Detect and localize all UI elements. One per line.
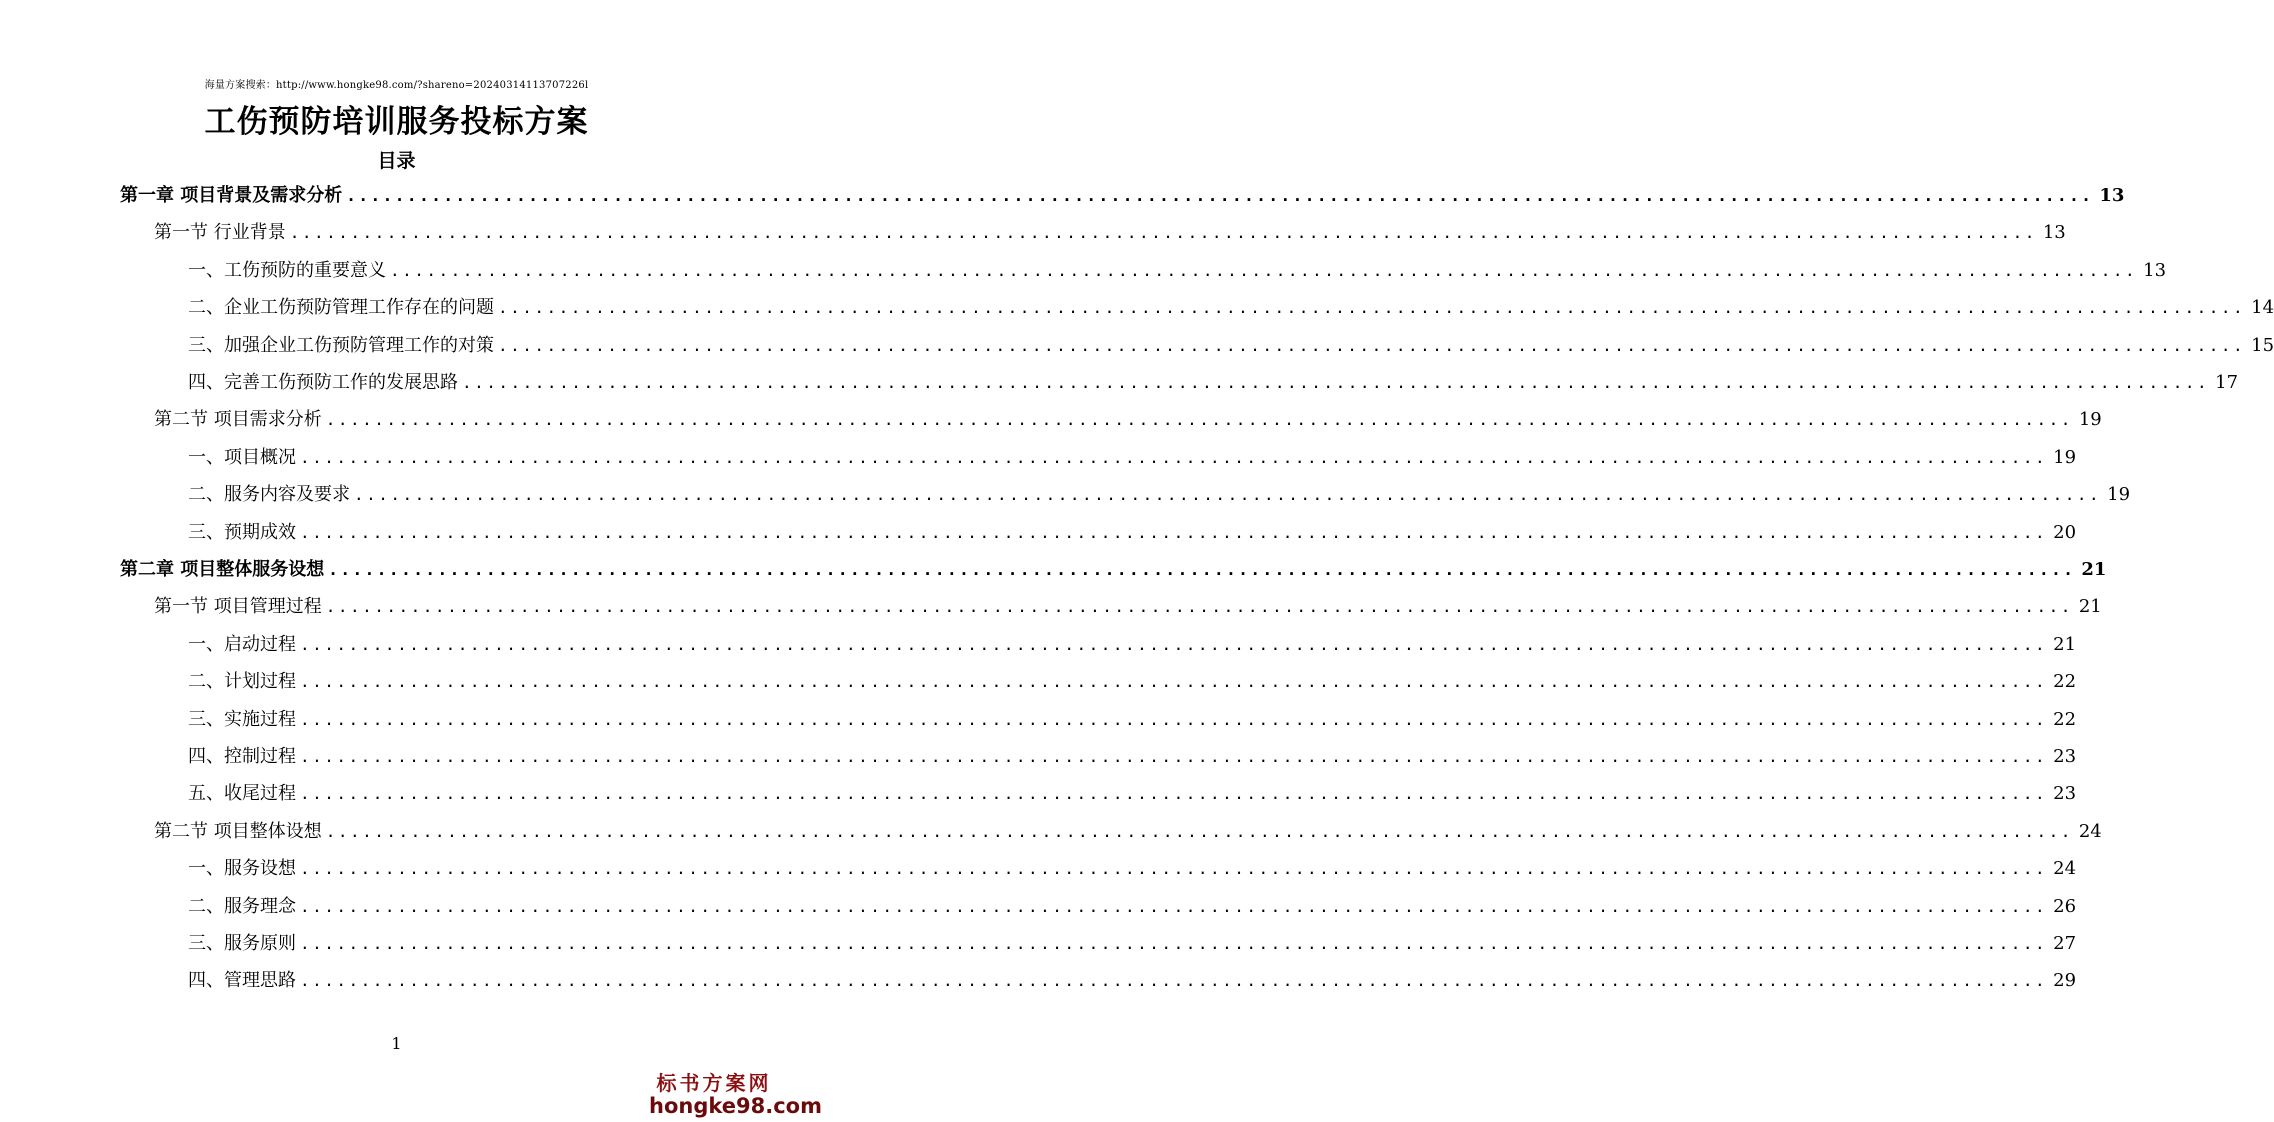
toc-dot-leader bbox=[300, 710, 2047, 729]
toc-entry-label: 三、预期成效 bbox=[188, 521, 296, 543]
toc-entry[interactable] bbox=[188, 929, 2077, 959]
toc-entry-page-number: 27 bbox=[2053, 933, 2077, 954]
toc-entry-page-number: 21 bbox=[2078, 596, 2102, 618]
toc-entry[interactable] bbox=[188, 518, 2077, 548]
toc-entry-page-number: 23 bbox=[2053, 783, 2077, 805]
toc-dot-leader bbox=[326, 597, 2073, 616]
toc-entry-label: 一、工伤预防的重要意义 bbox=[188, 259, 386, 281]
toc-entry-label: 一、服务设想 bbox=[188, 858, 296, 880]
toc-entry[interactable] bbox=[188, 705, 2077, 735]
watermark-domain-text: hongke98.com bbox=[649, 1094, 822, 1118]
toc-entry-page-number: 20 bbox=[2053, 521, 2077, 543]
toc-entry-label: 第二节 项目需求分析 bbox=[154, 409, 322, 431]
toc-entry-label: 二、计划过程 bbox=[188, 671, 296, 693]
toc-entry[interactable] bbox=[188, 966, 2077, 996]
toc-dot-leader bbox=[326, 410, 2073, 429]
toc-entry-label: 二、服务理念 bbox=[188, 895, 296, 917]
toc-entry-page-number: 14 bbox=[2251, 297, 2274, 319]
toc-dot-leader bbox=[300, 672, 2047, 691]
toc-entry-label: 四、控制过程 bbox=[188, 746, 296, 767]
toc-entry-label: 三、实施过程 bbox=[188, 708, 296, 730]
toc-dot-leader bbox=[300, 897, 2047, 916]
toc-entry[interactable] bbox=[188, 256, 2167, 286]
toc-entry[interactable] bbox=[188, 854, 2077, 884]
toc-entry-page-number: 19 bbox=[2053, 446, 2077, 468]
toc-entry[interactable] bbox=[188, 742, 2077, 772]
toc-entry-label: 四、完善工伤预防工作的发展思路 bbox=[188, 372, 458, 393]
toc-dot-leader bbox=[300, 635, 2047, 654]
toc-dot-leader bbox=[300, 448, 2047, 467]
toc-entry-page-number: 24 bbox=[2053, 858, 2077, 880]
toc-entry-page-number: 22 bbox=[2053, 708, 2077, 730]
watermark-cn-text: 标书方案网 bbox=[656, 1071, 772, 1095]
toc-entry[interactable] bbox=[188, 368, 2239, 398]
toc-entry-label: 三、服务原则 bbox=[188, 933, 296, 954]
toc-entry-label: 第一章 项目背景及需求分析 bbox=[120, 185, 343, 206]
toc-dot-leader bbox=[300, 971, 2047, 990]
toc-entry[interactable] bbox=[154, 817, 2102, 847]
toc-dot-leader bbox=[290, 223, 2037, 242]
toc-entry-label: 第一节 项目管理过程 bbox=[154, 596, 322, 618]
toc-entry[interactable] bbox=[120, 555, 2107, 585]
toc-entry-page-number: 13 bbox=[2143, 259, 2167, 281]
toc-entry-label: 二、服务内容及要求 bbox=[188, 484, 350, 506]
header-search-url: 海量方案搜索：http://www.hongke98.com/?shareno=20240314113707226l bbox=[204, 80, 589, 91]
toc-entry[interactable] bbox=[154, 592, 2102, 622]
toc-entry-label: 一、启动过程 bbox=[188, 633, 296, 655]
toc-entry-page-number: 17 bbox=[2215, 372, 2239, 393]
toc-dot-leader bbox=[300, 747, 2047, 766]
toc-entry-page-number: 22 bbox=[2053, 671, 2077, 693]
toc-entry[interactable] bbox=[154, 218, 2066, 248]
toc-dot-leader bbox=[328, 560, 2075, 579]
toc-entry[interactable] bbox=[120, 181, 2125, 211]
toc-dot-leader bbox=[300, 523, 2047, 542]
toc-entry[interactable] bbox=[188, 630, 2077, 660]
toc-entry-label: 四、管理思路 bbox=[188, 970, 296, 992]
toc-entry[interactable] bbox=[188, 480, 2131, 510]
toc-entry-page-number: 19 bbox=[2107, 484, 2131, 506]
toc-entry-label: 五、收尾过程 bbox=[188, 783, 296, 805]
toc-dot-leader bbox=[346, 186, 2093, 205]
toc-dot-leader bbox=[300, 934, 2047, 953]
toc-entry-page-number: 21 bbox=[2053, 633, 2077, 655]
toc-entry-page-number: 19 bbox=[2078, 409, 2102, 431]
toc-entry-page-number: 13 bbox=[2099, 185, 2125, 206]
toc-entry-label: 第一节 行业背景 bbox=[154, 222, 286, 244]
toc-entry-label: 三、加强企业工伤预防管理工作的对策 bbox=[188, 334, 494, 356]
toc-entry-label: 一、项目概况 bbox=[188, 446, 296, 468]
toc-dot-leader bbox=[354, 485, 2101, 504]
toc-entry[interactable] bbox=[188, 779, 2077, 809]
site-watermark-logo bbox=[649, 1067, 822, 1118]
toc-entry-page-number: 24 bbox=[2078, 820, 2102, 842]
toc-dot-leader bbox=[498, 336, 2245, 355]
toc-dot-leader bbox=[462, 373, 2209, 392]
toc-entry-label: 二、企业工伤预防管理工作存在的问题 bbox=[188, 297, 494, 319]
toc-entry[interactable] bbox=[188, 331, 2274, 361]
toc-entry[interactable] bbox=[188, 667, 2077, 697]
toc-entry[interactable] bbox=[188, 443, 2077, 473]
toc-entry-label: 第二节 项目整体设想 bbox=[154, 820, 322, 842]
toc-entry-page-number: 29 bbox=[2053, 970, 2077, 992]
page-number: 1 bbox=[391, 1034, 402, 1053]
toc-dot-leader bbox=[326, 822, 2073, 841]
toc-entry-page-number: 15 bbox=[2251, 334, 2274, 356]
toc-dot-leader bbox=[300, 859, 2047, 878]
toc-entry[interactable] bbox=[154, 405, 2102, 435]
toc-entry-page-number: 23 bbox=[2053, 746, 2077, 767]
toc-entry[interactable] bbox=[188, 892, 2077, 922]
toc-dot-leader bbox=[498, 298, 2245, 317]
toc-entry-page-number: 26 bbox=[2053, 895, 2077, 917]
document-title: 工伤预防培训服务投标方案 bbox=[204, 104, 589, 140]
toc-entry[interactable] bbox=[188, 293, 2274, 323]
toc-entry-page-number: 13 bbox=[2042, 222, 2066, 244]
toc-entry-label: 第二章 项目整体服务设想 bbox=[120, 559, 325, 580]
toc-heading: 目录 bbox=[377, 150, 416, 172]
toc-dot-leader bbox=[390, 261, 2137, 280]
toc-entry-page-number: 21 bbox=[2081, 559, 2107, 580]
toc-dot-leader bbox=[300, 784, 2047, 803]
